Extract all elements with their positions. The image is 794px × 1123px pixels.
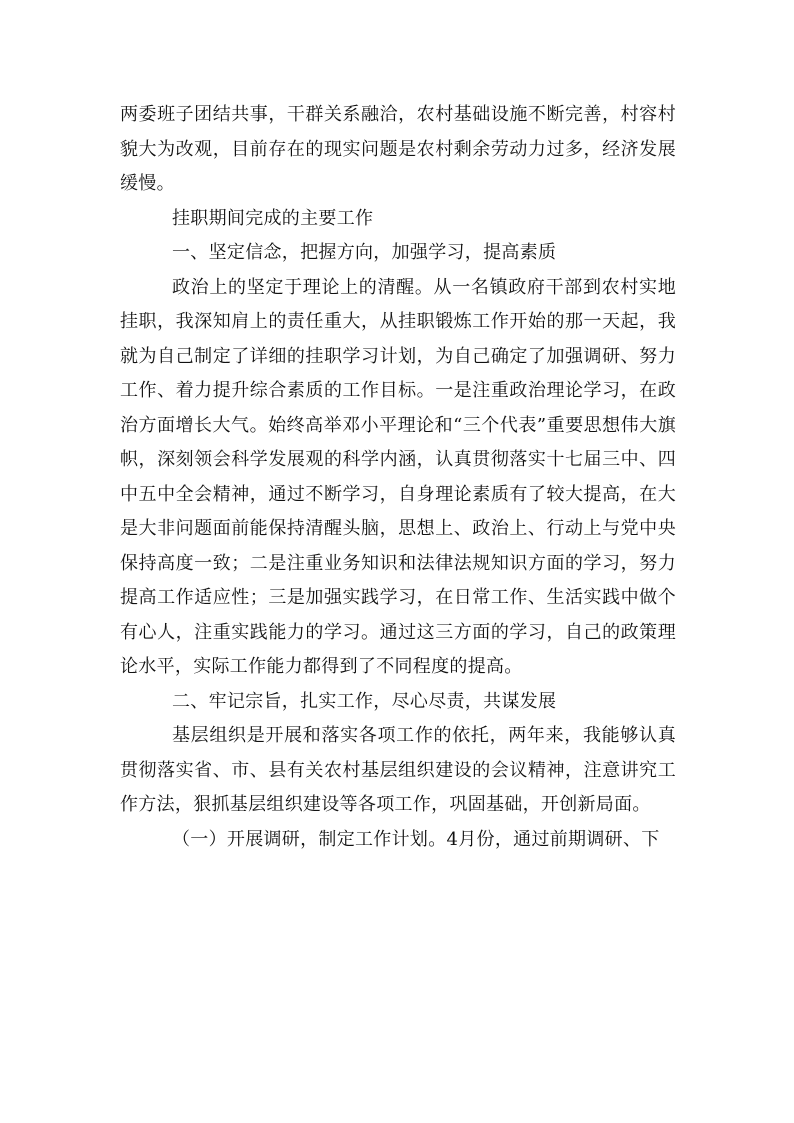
paragraph-grassroots: 基层组织是开展和落实各项工作的依托，两年来，我能够认真贯彻落实省、市、县有关农村基层组织建设的会议精神，注意讲究工作方法，狠抓基层组织建设等各项工作，巩固基础，开创新局面。 (120, 725, 676, 815)
paragraph-continued: 两委班子团结共事，干群关系融洽，农村基础设施不断完善，村容村貌大为改观，目前存在的现实问题是农村剩余劳动力过多，经济发展缓慢。 (120, 104, 676, 194)
paragraph-research-plan: （一）开展调研，制定工作计划。4月份，通过前期调研、下 (172, 828, 660, 850)
paragraph-study: 政治上的坚定于理论上的清醒。从一名镇政府干部到农村实地挂职，我深知肩上的责任重大，从挂职锻炼工作开始的那一天起，我就为自己制定了详细的挂职学习计划，为自己确定了加强调研、努力工作、着力提升综合素质的工作目标。一是注重政治理论学习，在政治方面增长大气。始终高举邓小平理论和“三个代表”重要思想伟大旗帜，深刻领会科学发展观的科学内涵，认真贯彻落实十七届三中、四中五中全会精神，通过不断学习，自身理论素质有了较大提高，在大是大非问题面前能保持清醒头脑，思想上、政治上、行动上与党中央保持高度一致；二是注重业务知识和法律法规知识方面的学习，努力提高工作适应性；三是加强实践学习，在日常工作、生活实践中做个有心人，注重实践能力的学习。通过这三方面的学习，自己的政策理论水平，实际工作能力都得到了不同程度的提高。 (120, 276, 676, 677)
heading-two: 二、牢记宗旨，扎实工作，尽心尽责，共谋发展 (172, 690, 557, 712)
heading-one: 一、坚定信念，把握方向，加强学习，提高素质 (172, 242, 557, 263)
section-title-main-work: 挂职期间完成的主要工作 (172, 207, 374, 229)
document-body (120, 98, 676, 857)
